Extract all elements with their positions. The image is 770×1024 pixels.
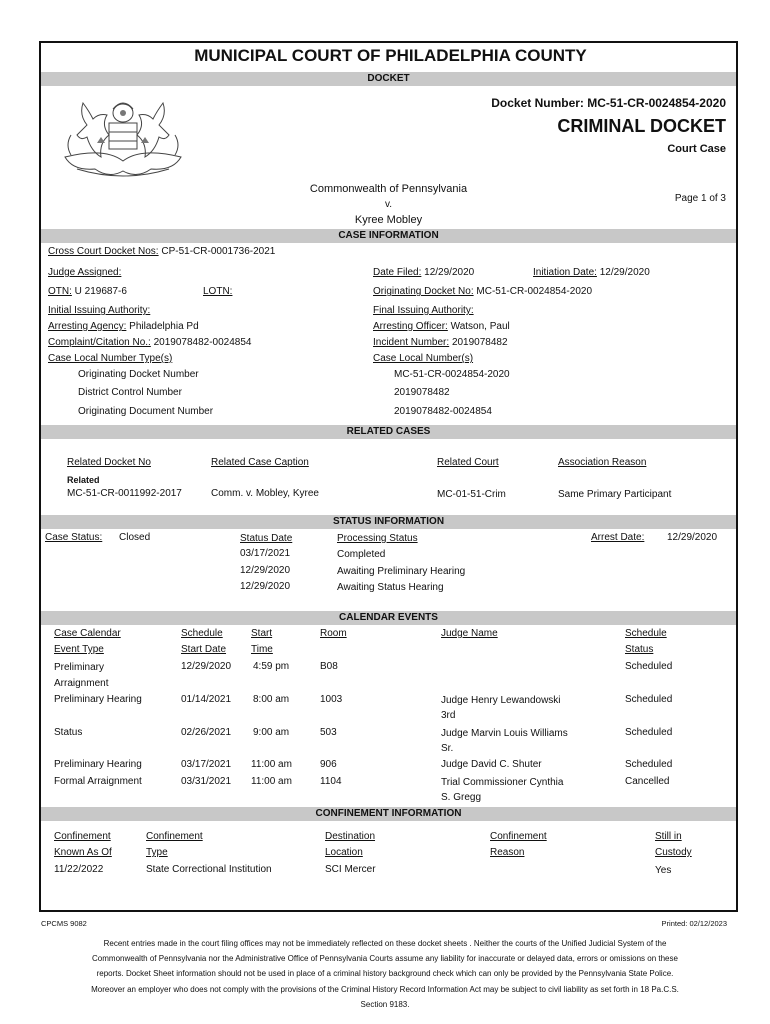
conf-dest-header-2: Location bbox=[325, 847, 363, 858]
printed-date: Printed: 02/12/2023 bbox=[661, 919, 727, 928]
arresting-agency-value: Philadelphia Pd bbox=[129, 321, 199, 332]
conf-type-header-2: Type bbox=[146, 847, 168, 858]
lotn-label: LOTN: bbox=[203, 286, 233, 297]
status-date-1: 03/17/2021 bbox=[240, 548, 291, 559]
cal-judge-5b: S. Gregg bbox=[441, 792, 482, 803]
local-type-1: Originating Docket Number bbox=[78, 369, 199, 380]
related-group-label: Related bbox=[67, 475, 100, 485]
local-number-label: Case Local Number(s) bbox=[373, 353, 474, 364]
date-filed-value: 12/29/2020 bbox=[424, 267, 475, 278]
cal-room-5: 1104 bbox=[320, 776, 342, 787]
conf-dest-header-1: Destination bbox=[325, 831, 376, 842]
processing-status-header: Processing Status bbox=[337, 533, 418, 544]
related-caption-value: Comm. v. Mobley, Kyree bbox=[211, 488, 319, 499]
related-caption-header: Related Case Caption bbox=[211, 457, 309, 468]
cal-time-header-2: Time bbox=[251, 644, 273, 655]
complaint-label: Complaint/Citation No.: bbox=[48, 337, 151, 348]
complaint-row bbox=[48, 337, 252, 348]
cal-status-4: Scheduled bbox=[625, 759, 673, 770]
case-information-band: CASE INFORMATION bbox=[41, 229, 736, 243]
cal-status-5: Cancelled bbox=[625, 776, 670, 787]
docket-number: Docket Number: MC-51-CR-0024854-2020 bbox=[491, 96, 726, 110]
local-number-type-label: Case Local Number Type(s) bbox=[48, 353, 173, 364]
cal-status-header-1: Schedule bbox=[625, 628, 667, 639]
related-docket-header: Related Docket No bbox=[67, 457, 151, 468]
arresting-officer-value: Watson, Paul bbox=[450, 321, 510, 332]
initiation-date-label: Initiation Date: bbox=[533, 267, 597, 278]
cross-docket-value: CP-51-CR-0001736-2021 bbox=[161, 246, 276, 257]
local-number-1: MC-51-CR-0024854-2020 bbox=[394, 369, 510, 380]
cross-docket-row bbox=[48, 246, 275, 257]
cal-judge-5: Trial Commissioner Cynthia bbox=[441, 777, 564, 788]
processing-status-3: Awaiting Status Hearing bbox=[337, 582, 444, 593]
cross-docket-label: Cross Court Docket Nos: bbox=[48, 246, 159, 257]
cal-status-header-2: Status bbox=[625, 644, 654, 655]
status-date-header: Status Date bbox=[240, 533, 293, 544]
caption-line-1: Commonwealth of Pennsylvania bbox=[309, 183, 468, 195]
arrest-date-label: Arrest Date: bbox=[591, 532, 645, 543]
form-id: CPCMS 9082 bbox=[41, 919, 87, 928]
cal-date-header-2: Start Date bbox=[181, 644, 227, 655]
date-filed-label: Date Filed: bbox=[373, 267, 422, 278]
arresting-officer-row bbox=[373, 321, 510, 332]
related-docket-value: MC-51-CR-0011992-2017 bbox=[67, 488, 182, 499]
related-cases-band: RELATED CASES bbox=[41, 425, 736, 439]
cal-judge-3: Judge Marvin Louis Williams bbox=[441, 728, 568, 739]
case-status-label: Case Status: bbox=[45, 532, 103, 543]
cal-judge-3b: Sr. bbox=[441, 743, 454, 754]
confinement-information-band: CONFINEMENT INFORMATION bbox=[41, 807, 736, 821]
court-title: MUNICIPAL COURT OF PHILADELPHIA COUNTY bbox=[194, 46, 587, 65]
incident-label: Incident Number: bbox=[373, 337, 450, 348]
local-type-2: District Control Number bbox=[78, 387, 182, 398]
cal-status-3: Scheduled bbox=[625, 727, 673, 738]
cal-event-1: Preliminary bbox=[54, 662, 105, 673]
otn-value: U 219687-6 bbox=[74, 286, 127, 297]
cal-date-3: 02/26/2021 bbox=[181, 727, 232, 738]
related-court-value: MC-01-51-Crim bbox=[437, 489, 506, 500]
association-reason-header: Association Reason bbox=[558, 457, 647, 468]
conf-known-header-2: Known As Of bbox=[54, 847, 112, 858]
conf-known-value: 11/22/2022 bbox=[54, 864, 104, 875]
cal-room-1: B08 bbox=[320, 661, 338, 672]
cal-time-4: 11:00 am bbox=[251, 759, 292, 770]
pennsylvania-seal-icon bbox=[57, 95, 189, 181]
processing-status-2: Awaiting Preliminary Hearing bbox=[337, 566, 466, 577]
originating-docket-label: Originating Docket No: bbox=[373, 286, 474, 297]
processing-status-1: Completed bbox=[337, 549, 386, 560]
related-court-header: Related Court bbox=[437, 457, 499, 468]
case-status-value: Closed bbox=[119, 532, 151, 543]
disclaimer: Recent entries made in the court filing offices may not be immediately reflected on these docket sheets . Neither the courts of the Unified Judicial System of the Commonwealth of Pennsylvania nor the Administrative Office of Pennsylvania Courts assume any liability for inaccurate or delayed data, errors or omissions on these reports. Docket Sheet information should not be used in place of a criminal history background check which can only be provided by the Pennsylvania State Police. Moreover an employer who does not comply with the provisions of the Criminal History Record Information Act may be subject to civil liability as set forth in 18 Pa.C.S. Section 9183. bbox=[91, 939, 679, 1009]
cal-judge-2b: 3rd bbox=[441, 710, 456, 721]
cal-event-4: Preliminary Hearing bbox=[54, 759, 142, 770]
originating-docket-row bbox=[373, 286, 592, 297]
cal-event-header-1: Case Calendar bbox=[54, 628, 121, 639]
cal-room-3: 503 bbox=[320, 727, 337, 738]
date-filed-row bbox=[373, 267, 474, 278]
caption-line-3: Kyree Mobley bbox=[354, 214, 423, 226]
cal-judge-4: Judge David C. Shuter bbox=[441, 759, 542, 770]
calendar-events-band: CALENDAR EVENTS bbox=[41, 611, 736, 625]
conf-reason-header-2: Reason bbox=[490, 847, 525, 858]
conf-still-header-2: Custody bbox=[655, 847, 692, 858]
final-issuing-authority-label: Final Issuing Authority: bbox=[373, 305, 474, 316]
status-date-3: 12/29/2020 bbox=[240, 581, 291, 592]
conf-known-header-1: Confinement bbox=[54, 831, 111, 842]
conf-still-value: Yes bbox=[655, 865, 672, 876]
cal-date-5: 03/31/2021 bbox=[181, 776, 232, 787]
arresting-agency-row bbox=[48, 321, 199, 332]
arresting-officer-label: Arresting Officer: bbox=[373, 321, 448, 332]
association-reason-value: Same Primary Participant bbox=[558, 489, 672, 500]
initiation-date-value: 12/29/2020 bbox=[599, 267, 650, 278]
conf-dest-value: SCI Mercer bbox=[325, 864, 376, 875]
case-kind: Court Case bbox=[667, 143, 726, 155]
cal-event-2: Preliminary Hearing bbox=[54, 694, 142, 705]
cal-date-1: 12/29/2020 bbox=[181, 661, 232, 672]
cal-status-1: Scheduled bbox=[625, 661, 673, 672]
docket-band: DOCKET bbox=[41, 72, 736, 86]
initiation-date-row bbox=[533, 267, 650, 278]
cal-date-2: 01/14/2021 bbox=[181, 694, 232, 705]
cal-time-1: 4:59 pm bbox=[253, 661, 290, 672]
cal-judge-header: Judge Name bbox=[441, 628, 498, 639]
local-number-3: 2019078482-0024854 bbox=[394, 406, 492, 417]
conf-type-header-1: Confinement bbox=[146, 831, 203, 842]
caption-line-2: v. bbox=[384, 199, 393, 210]
initial-issuing-authority-label: Initial Issuing Authority: bbox=[48, 305, 151, 316]
cal-time-5: 11:00 am bbox=[251, 776, 292, 787]
originating-docket-value: MC-51-CR-0024854-2020 bbox=[476, 286, 593, 297]
arrest-date-value: 12/29/2020 bbox=[667, 532, 718, 543]
case-status-row bbox=[45, 532, 150, 543]
docket-type: CRIMINAL DOCKET bbox=[557, 116, 726, 136]
cal-room-2: 1003 bbox=[320, 694, 343, 705]
cal-event-3: Status bbox=[54, 727, 83, 738]
otn-row bbox=[48, 286, 127, 297]
complaint-value: 2019078482-0024854 bbox=[153, 337, 252, 348]
incident-row bbox=[373, 337, 508, 348]
cal-room-header: Room bbox=[320, 628, 347, 639]
cal-event-1b: Arraignment bbox=[54, 678, 109, 689]
otn-label: OTN: bbox=[48, 286, 72, 297]
conf-type-value: State Correctional Institution bbox=[146, 864, 272, 875]
cal-date-header-1: Schedule bbox=[181, 628, 223, 639]
page-label: Page 1 of 3 bbox=[674, 193, 726, 204]
cal-time-header-1: Start bbox=[251, 628, 273, 639]
judge-assigned-label: Judge Assigned: bbox=[48, 267, 122, 278]
cal-status-2: Scheduled bbox=[625, 694, 673, 705]
conf-reason-header-1: Confinement bbox=[490, 831, 547, 842]
status-date-2: 12/29/2020 bbox=[240, 565, 291, 576]
conf-still-header-1: Still in bbox=[655, 831, 682, 842]
cal-judge-2: Judge Henry Lewandowski bbox=[441, 695, 561, 706]
cal-event-5: Formal Arraignment bbox=[54, 776, 142, 787]
local-number-2: 2019078482 bbox=[394, 387, 450, 398]
cal-time-2: 8:00 am bbox=[253, 694, 290, 705]
cal-time-3: 9:00 am bbox=[253, 727, 290, 738]
local-type-3: Originating Document Number bbox=[78, 406, 214, 417]
cal-room-4: 906 bbox=[320, 759, 337, 770]
arresting-agency-label: Arresting Agency: bbox=[48, 321, 127, 332]
cal-date-4: 03/17/2021 bbox=[181, 759, 232, 770]
docket-frame bbox=[39, 41, 738, 912]
incident-value: 2019078482 bbox=[451, 337, 508, 348]
cal-event-header-2: Event Type bbox=[54, 644, 104, 655]
status-information-band: STATUS INFORMATION bbox=[41, 515, 736, 529]
